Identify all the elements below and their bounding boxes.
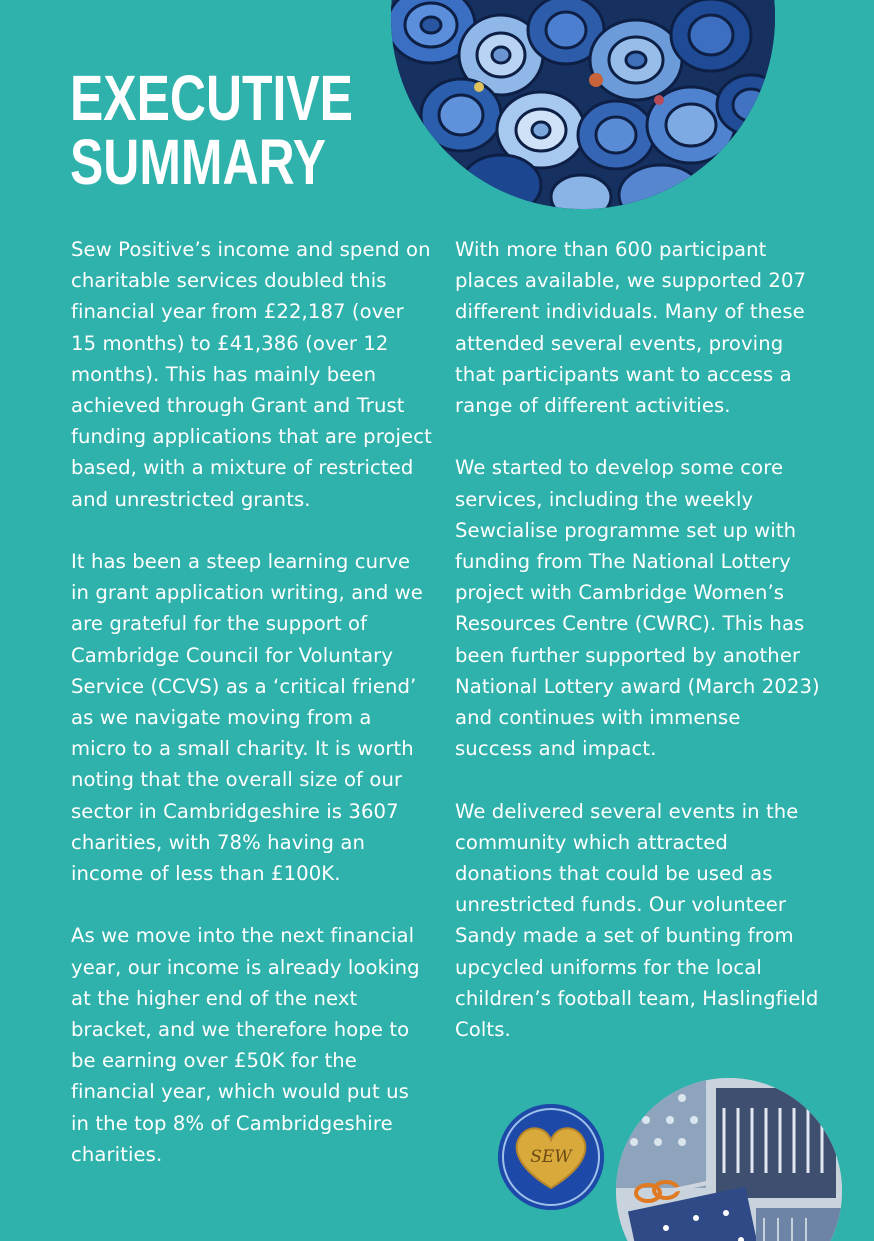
sew-heart-photo [498,1104,604,1210]
title-line-1: EXECUTIVE [70,62,353,134]
fabric-rolls-photo [391,0,775,209]
right-column [455,234,823,1076]
title-line-2: SUMMARY [70,126,327,198]
sew-heart-illustration [498,1104,604,1210]
sew-badge-text: SEW [530,1147,572,1167]
paragraph-next-year: As we move into the next financial year, our income is already looking at the higher end of the next bracket, and we therefore hope to be earning over £50K for the financial year, which would put us in the top 8% of Cambridgeshire charities. [71,924,420,1166]
left-column [71,234,433,1201]
paragraph-income: Sew Positive’s income and spend on charitable services doubled this financial year from £22,187 (over 15 months) to £41,386 (over 12 months). This has mainly been achieved through Grant and Trust funding applications that are project based, with a mixture of restricted and unrestricted grants. [71,238,432,511]
paragraph-core-services: We started to develop some core services, including the weekly Sewcialise programme set up with funding from The National Lottery project with Cambridge Women’s Resources Centre (CWRC). This has been further supported by another National Lottery award (March 2023) and continues with immense success and impact. [455,456,820,761]
paragraph-events: We delivered several events in the community which attracted donations that could be used as unrestricted funds. Our volunteer Sandy made a set of bunting from upcycled uniforms for the local children’s football team, Haslingfield Colts. [455,799,819,1042]
page-title [70,62,353,198]
fabric-rolls-illustration [391,0,775,209]
paragraph-learning-curve: It has been a steep learning curve in grant application writing, and we are grateful for the support of Cambridge Council for Voluntary Service (CCVS) as a ‘critical friend’ as we navigate moving from a micro to a small charity. It is worth noting that the overall size of our sector in Cambridgeshire is 3607 charities, with 78% having an income of less than £100K. [71,550,423,886]
sewing-kit-illustration [616,1078,842,1241]
sewing-kit-photo [616,1078,842,1241]
paragraph-participants: With more than 600 participant places available, we supported 207 different individuals. Many of these attended several events, proving that participants want to access a range of different activities. [455,238,807,418]
